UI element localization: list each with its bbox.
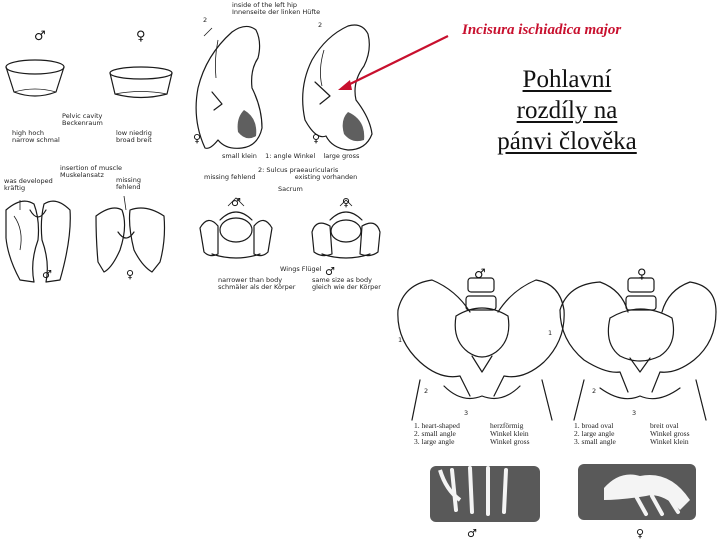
pelvis-lower-female-hand [578, 464, 696, 520]
female-symbol: ♀ [136, 29, 146, 44]
hip-bone-male [196, 26, 262, 148]
pelvis-number-1: 1 [548, 329, 553, 337]
hip-inside-label: inside of the left hip Innenseite der linken Hüfte [232, 1, 321, 16]
pelvis-lower-male-hand [430, 466, 540, 522]
sulcus-presence-label: missing fehlend existing vorhanden [204, 173, 358, 181]
callout-arrow [338, 36, 448, 90]
muscle-insertion-female [96, 196, 165, 272]
muscle-insertion-male [6, 200, 70, 282]
sacrum-label: Sacrum [278, 185, 303, 193]
narrower-label: narrower than body schmäler als der Körper [218, 276, 296, 291]
female-features-list-de: breit oval Winkel gross Winkel klein [650, 421, 690, 446]
sulcus-label: 2: Sulcus praeauricularis [258, 166, 339, 174]
angle-size-label: small klein 1: angle Winkel large gross [222, 152, 360, 160]
incisura-callout: Incisura ischiadica major [462, 22, 622, 38]
pelvis-male [398, 278, 564, 420]
male-symbol: ♂ [325, 265, 335, 278]
pelvis-number-1: 1 [398, 336, 403, 344]
female-symbol: ♀ [342, 196, 351, 209]
male-features-list: 1. heart-shaped 2. small angle 3. large angle [414, 421, 460, 446]
male-features-list-de: herzförmig Winkel klein Winkel gross [490, 421, 530, 446]
developed-label: was developed kräftig [4, 177, 53, 192]
low-broad-label: low niedrig broad breit [116, 129, 152, 144]
page-title [462, 64, 672, 157]
male-symbol: ♂ [467, 527, 477, 540]
high-narrow-label: high hoch narrow schmal [12, 129, 60, 144]
title-line-3: pánvi člověka [497, 128, 637, 155]
female-symbol: ♀ [193, 132, 202, 145]
pelvis-number-3: 3 [464, 409, 469, 417]
male-symbol: ♂ [42, 268, 52, 281]
female-symbol: ♀ [126, 268, 135, 281]
wings-label: Wings Flügel [280, 265, 322, 273]
muscle-insertion-label: insertion of muscle Muskelansatz [60, 164, 123, 179]
pelvis-number-2: 2 [424, 387, 429, 395]
pelvis-female [560, 278, 716, 420]
female-symbol: ♀ [312, 132, 321, 145]
pelvic-cavity-female-bowl [110, 67, 172, 98]
male-symbol: ♂ [474, 267, 486, 282]
pelvic-cavity-male-bowl [6, 60, 64, 96]
male-symbol: ♂ [34, 29, 46, 44]
pelvis-number-2: 2 [592, 387, 597, 395]
female-symbol: ♀ [637, 267, 647, 282]
hip-number-2: 2 [318, 21, 323, 29]
female-symbol: ♀ [636, 527, 645, 540]
pelvis-number-3: 3 [632, 409, 637, 417]
hip-number-2: 2 [203, 16, 208, 24]
pelvic-cavity-label: Pelvic cavity Beckenraum [62, 112, 103, 127]
title-line-1: Pohlavní [522, 66, 612, 93]
title-line-2: rozdíly na [516, 97, 618, 124]
same-size-label: same size as body gleich wie der Körper [312, 276, 381, 291]
male-symbol: ♂ [231, 196, 241, 209]
missing-label: missing fehlend [116, 176, 141, 191]
female-features-list: 1. broad oval 2. large angle 3. small angle [574, 421, 616, 446]
